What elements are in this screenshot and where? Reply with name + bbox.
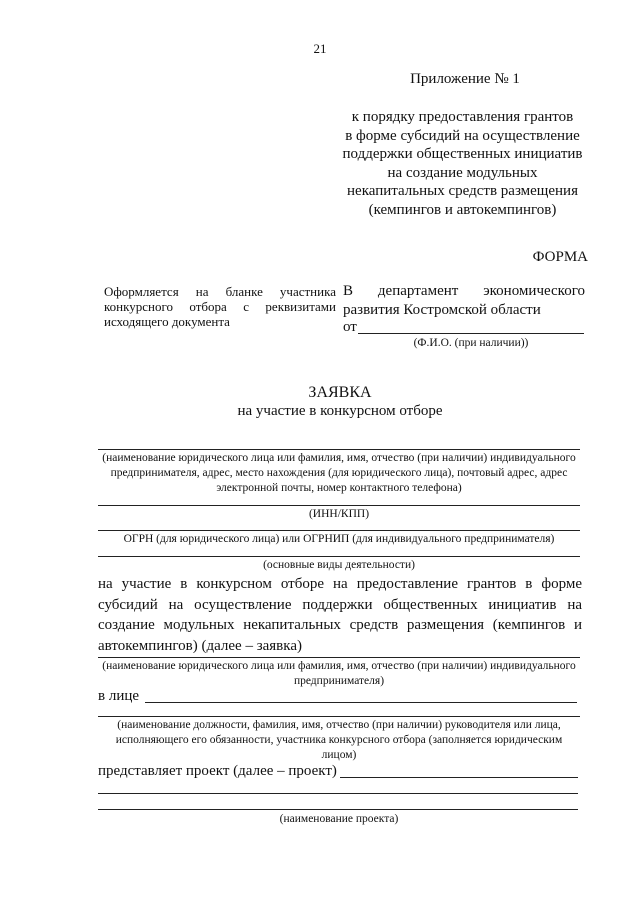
applicant-caption: (наименование юридического лица или фамилия, имя, отчество (при наличии) индивидуального предпринимателя, адрес, место нахождения (для юридического лица), почтовый адрес, адрес электронной почты, номер контактного телефона) (102, 452, 576, 494)
appendix-line: на создание модульных (387, 164, 538, 181)
ogrn-line[interactable] (98, 530, 580, 531)
blank-note: Оформляется на бланке участника конкурсного отбора с реквизитами исходящего документа (104, 284, 336, 329)
position-line[interactable] (98, 716, 580, 717)
entity-caption: (наименование юридического лица или фамилия, имя, отчество (при наличии) индивидуального предпринимателя) (102, 660, 576, 687)
inn-line[interactable] (98, 505, 580, 506)
applicant-line[interactable] (98, 449, 580, 450)
in-person-line[interactable] (145, 702, 577, 703)
activities-caption: (основные виды деятельности) (263, 559, 415, 571)
form-label: ФОРМА (532, 249, 588, 265)
appendix-title: Приложение № 1 (410, 71, 520, 87)
project-line-1[interactable] (340, 777, 578, 778)
appendix-line: в форме субсидий на осуществление (345, 127, 580, 144)
appendix-lines (335, 108, 590, 219)
appendix-line: некапитальных средств размещения (347, 183, 578, 199)
activities-line[interactable] (98, 556, 580, 557)
in-person-label: в лице (98, 688, 140, 704)
entity-line[interactable] (98, 657, 580, 658)
position-caption: (наименование должности, фамилия, имя, отчество (при наличии) руководителя или лица, исполняющего его обязанности, участника конкурсного отбора (заполняется юридическим лицом) (115, 719, 563, 761)
ogrn-caption: ОГРН (для юридического лица) или ОГРНИП (для индивидуального предпринимателя) (123, 533, 555, 545)
project-caption: (наименование проекта) (279, 813, 399, 825)
page-title: ЗАЯВКА (308, 384, 372, 401)
represents-label: представляет проект (далее – проект) (98, 763, 337, 779)
from-caption: (Ф.И.О. (при наличии)) (413, 337, 529, 349)
inn-caption: (ИНН/КПП) (308, 508, 370, 520)
page-subtitle: на участие в конкурсном отборе (237, 403, 443, 419)
appendix-line: к порядку предоставления грантов (351, 109, 574, 125)
body-paragraph: на участие в конкурсном отборе на предоставление грантов в форме субсидий на осуществление поддержки общественных инициатив на создание модульных некапитальных средств размещения (кемпингов и автокемпингов) (далее – заявка) (98, 576, 582, 654)
from-label: от (343, 319, 357, 335)
addressee-to: В департамент экономического развития Костромской области (343, 283, 585, 318)
appendix-line: (кемпингов и автокемпингов) (368, 201, 557, 218)
project-line-3[interactable] (98, 809, 578, 810)
from-line[interactable] (358, 333, 584, 334)
project-line-2[interactable] (98, 793, 578, 794)
page-number: 21 (313, 41, 327, 56)
appendix-line: поддержки общественных инициатив (342, 146, 583, 162)
